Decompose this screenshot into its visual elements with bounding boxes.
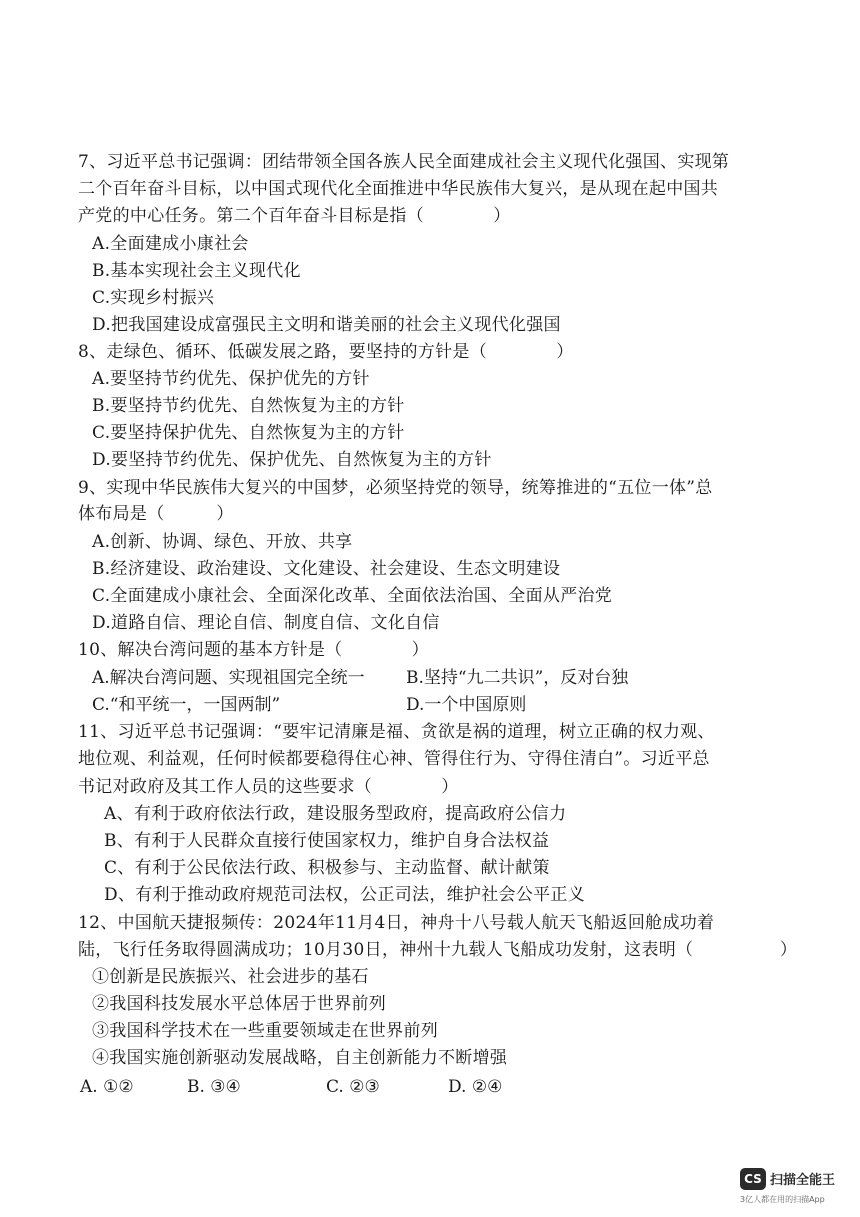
question-9-stem-line-2: 体布局是（ ） — [78, 504, 234, 524]
camscanner-logo-icon: CS — [740, 1168, 766, 1190]
question-9-stem-line-1: 9、实现中华民族伟大复兴的中国梦，必须坚持党的领导，统筹推进的“五位一体”总 — [78, 478, 713, 498]
question-9-option-b: B.经济建设、政治建设、文化建设、社会建设、生态文明建设 — [92, 559, 561, 579]
question-12-answer-c: C. ②③ — [326, 1077, 380, 1097]
question-11-stem-line-3: 书记对政府及其工作人员的这些要求（ ） — [78, 777, 459, 797]
question-12-statement-2: ②我国科技发展水平总体居于世界前列 — [92, 994, 387, 1014]
question-11-option-c: C、有利于公民依法行政、积极参与、主动监督、献计献策 — [104, 858, 550, 878]
question-11-option-d: D、有利于推动政府规范司法权，公正司法，维护社会公平正义 — [104, 885, 586, 905]
question-12-stem-line-1: 12、中国航天捷报频传：2024年11月4日，神舟十八号载人航天飞船返回舱成功着 — [78, 913, 715, 933]
question-10-option-a: A.解决台湾问题、实现祖国完全统一 — [92, 668, 365, 688]
question-12-answer-d: D. ②④ — [448, 1077, 503, 1097]
question-7-option-b: B.基本实现社会主义现代化 — [92, 261, 301, 281]
question-7-stem-line-1: 7、习近平总书记强调：团结带领全国各族人民全面建成社会主义现代化强国、实现第 — [78, 152, 730, 172]
question-8-option-a: A.要坚持节约优先、保护优先的方针 — [92, 369, 370, 389]
question-7-option-c: C.实现乡村振兴 — [92, 288, 215, 308]
question-7-stem-line-3: 产党的中心任务。第二个百年奋斗目标是指（ ） — [78, 206, 511, 226]
question-12-answer-b: B. ③④ — [187, 1077, 241, 1097]
question-11-stem-line-1: 11、习近平总书记强调：“要牢记清廉是福、贪欲是祸的道理，树立正确的权力观、 — [78, 722, 715, 742]
question-8-option-c: C.要坚持保护优先、自然恢复为主的方针 — [92, 423, 405, 443]
question-7-stem-line-2: 二个百年奋斗目标，以中国式现代化全面推进中华民族伟大复兴，是从现在起中国共 — [78, 179, 719, 199]
question-9-option-a: A.创新、协调、绿色、开放、共享 — [92, 532, 353, 552]
question-12-statement-1: ①创新是民族振兴、社会进步的基石 — [92, 967, 369, 987]
question-8-option-d: D.要坚持节约优先、保护优先、自然恢复为主的方针 — [92, 450, 492, 470]
question-10-option-d: D.一个中国原则 — [406, 695, 527, 715]
question-9-option-c: C.全面建成小康社会、全面深化改革、全面依法治国、全面从严治党 — [92, 586, 613, 606]
question-10-stem: 10、解决台湾问题的基本方针是（ ） — [78, 640, 429, 660]
watermark-app-name: 扫描全能王 — [770, 1173, 836, 1188]
question-11-stem-line-2: 地位观、利益观，任何时候都要稳得住心神、管得住行为、守得住清白”。习近平总 — [78, 749, 710, 769]
question-8-option-b: B.要坚持节约优先、自然恢复为主的方针 — [92, 396, 405, 416]
scanner-watermark — [740, 1168, 850, 1208]
question-12-stem-line-2: 陆，飞行任务取得圆满成功；10月30日，神州十九载人飞船成功发射，这表明（ ） — [78, 940, 798, 960]
question-7-option-a: A.全面建成小康社会 — [92, 234, 249, 254]
question-12-statement-4: ④我国实施创新驱动发展战略，自主创新能力不断增强 — [92, 1048, 508, 1068]
watermark-tagline: 3亿人都在用的扫描App — [740, 1195, 825, 1204]
question-11-option-b: B、有利于人民群众直接行使国家权力，维护自身合法权益 — [104, 831, 550, 851]
question-10-option-b: B.坚持“九二共识”，反对台独 — [406, 668, 629, 688]
question-8-stem: 8、走绿色、循环、低碳发展之路，要坚持的方针是（ ） — [78, 342, 574, 362]
question-10-option-c: C.“和平统一，一国两制” — [92, 695, 281, 715]
question-12-statement-3: ③我国科学技术在一些重要领域走在世界前列 — [92, 1021, 438, 1041]
question-7-option-d: D.把我国建设成富强民主文明和谐美丽的社会主义现代化强国 — [92, 315, 561, 335]
question-12-answer-a: A. ①② — [80, 1077, 134, 1097]
question-11-option-a: A、有利于政府依法行政，建设服务型政府，提高政府公信力 — [104, 804, 567, 824]
question-9-option-d: D.道路自信、理论自信、制度自信、文化自信 — [92, 613, 440, 633]
